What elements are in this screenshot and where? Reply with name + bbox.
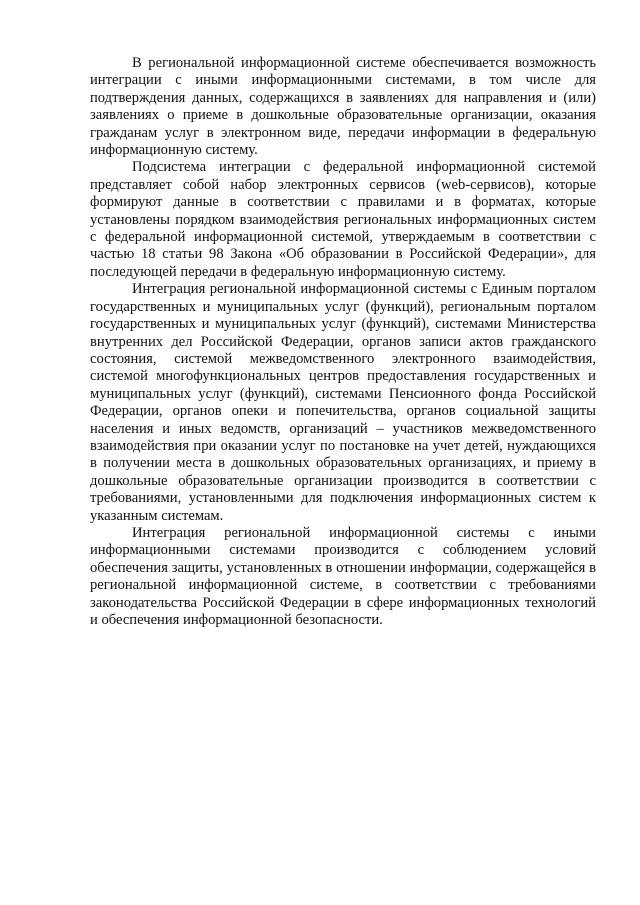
paragraph-integration-subsystem: Подсистема интеграции с федеральной информационной системой представляет собой набор электронных сервисов (web-сервисов), которые формируют данные в соответствии с правилами и в форматах, которые установлены порядком взаимодействия региональных информационных систем с федеральной информационной системой, утверждаемым в соответствии с частью 18 статьи 98 Закона «Об образовании в Российской Федерации», для последующей передачи в федеральную информационную систему. bbox=[90, 159, 596, 280]
paragraph-portal-integration: Интеграция региональной информационной системы с Единым порталом государственных и муниципальных услуг (функций), региональным порталом государственных и муниципальных услуг (функций), системами Министерства внутренних дел Российской Федерации, органов записи актов гражданского состояния, системой межведомственного электронного взаимодействия, системой многофункциональных центров предоставления государственных и муниципальных услуг (функций), системами Пенсионного фонда Российской Федерации, органов опеки и попечительства, органов социальной защиты населения и иных ведомств, организаций – участников межведомственного взаимодействия при оказании услуг по постановке на учет детей, нуждающихся в получении места в дошкольных образовательных организациях, и приему в дошкольные образовательные организации производится в соответствии с требованиями, установленными для подключения информационных систем к указанным системам. bbox=[90, 281, 596, 524]
paragraph-security-conditions: Интеграция региональной информационной системы с иными информационными системами производится с соблюдением условий обеспечения защиты, установленных в отношении информации, содержащейся в региональной информационной системе, в соответствии с требованиями законодательства Российской Федерации в сфере информационных технологий и обеспечения информационной безопасности. bbox=[90, 524, 596, 628]
document-page bbox=[90, 55, 596, 629]
paragraph-integration-capability: В региональной информационной системе обеспечивается возможность интеграции с иными информационными системами, в том числе для подтверждения данных, содержащихся в заявлениях для направления и (или) заявлениях о приеме в дошкольные образовательные организации, оказания гражданам услуг в электронном виде, передачи информации в федеральную информационную систему. bbox=[90, 55, 596, 159]
